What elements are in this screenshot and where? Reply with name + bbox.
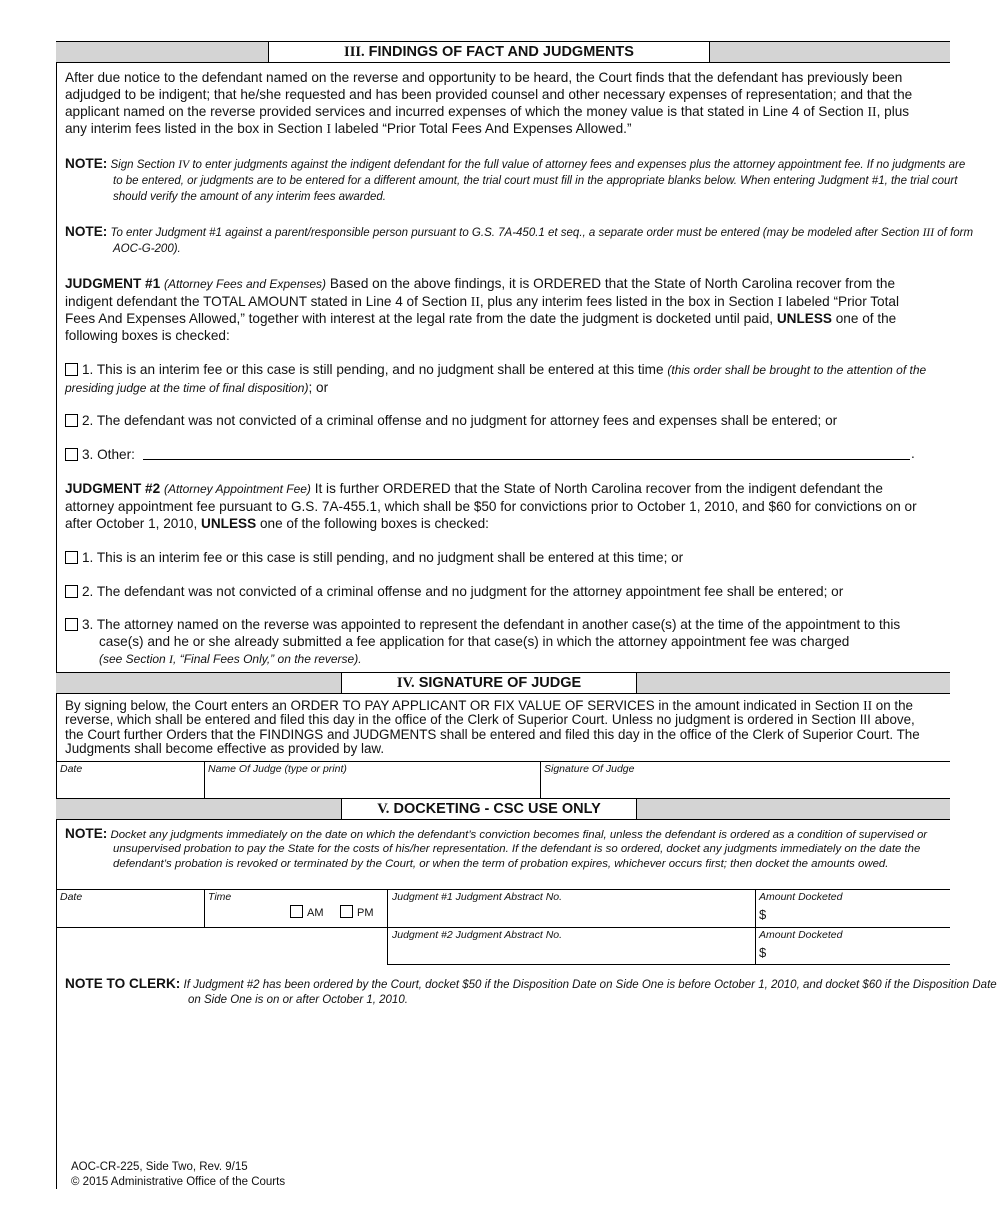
signature-paragraph: By signing below, the Court enters an ORDER TO PAY APPLICANT OR FIX VALUE OF SERVICES in the amount indicated in Section II on the reverse, which shall be entered and filed this day in the office of the Clerk of Superior Court. Unless no judgment is ordered in Section III above, the Court further Orders that the FINDINGS and JUDGMENTS shall be entered and filed this day in the office of the Clerk of Superior Court. The Judgments shall become effective as provided by law. xyxy=(65,698,920,756)
docketing-note: NOTE: Docket any judgments immediately on the date on which the defendant’s conviction becomes final, unless the defendant is ordered as a condition of supervised or unsupervised probation to pay the State for the costs of his/her representation. If the defendant is so ordered, docket any judgments immediately on the date the defendant’s probation is revoked or terminated by the Court, or when the term of probation expires, whichever occurs first; then docket the amounts owed. xyxy=(65,826,928,870)
findings-paragraph: After due notice to the defendant named on the reverse and opportunity to be heard, the Court finds that the defendant has previously been adjudged to be indigent; that he/she requested and has been provided counsel and other necessary expenses of representation; and that the applicant named on the reverse provided services and incurred expenses of which the money value is that stated in Line 4 of Section II, plus any interim fees listed in the box in Section I labeled “Prior Total Fees And Expenses Allowed.” xyxy=(65,70,913,136)
judgment-2-paragraph: JUDGMENT #2 (Attorney Appointment Fee) It is further ORDERED that the State of North Carolina recover from the indigent defendant the attorney appointment fee pursuant to G.S. 7A-455.1, which shall be $50 for convictions prior to October 1, 2010, and $60 for convictions on or after October 1, 2010, UNLESS one of the following boxes is checked: xyxy=(65,481,917,531)
j1-amount-field[interactable]: Amount Docketed xyxy=(759,891,843,903)
j2-option-2: 2. The defendant was not convicted of a criminal offense and no judgment for the attorney appointment fee shall be entered; or xyxy=(65,583,930,600)
j2-option-1-checkbox[interactable] xyxy=(65,551,78,564)
section-3-header xyxy=(56,41,950,63)
j1-option-1: 1. This is an interim fee or this case is still pending, and no judgment shall be entered at this time (this order shall be brought to the attention of the presiding judge at the time of final disposition); or xyxy=(65,362,927,395)
docket-time-field[interactable]: Time xyxy=(208,891,232,903)
judge-name-field[interactable]: Name Of Judge (type or print) xyxy=(208,763,347,775)
judge-date-field[interactable]: Date xyxy=(60,763,83,775)
j2-option-2-checkbox[interactable] xyxy=(65,585,78,598)
am-option: AM xyxy=(290,905,324,919)
section-3-title: III. FINDINGS OF FACT AND JUDGMENTS xyxy=(268,41,710,63)
j1-option-2-checkbox[interactable] xyxy=(65,414,78,427)
j2-option-3-checkbox[interactable] xyxy=(65,618,78,631)
j2-option-1: 1. This is an interim fee or this case is still pending, and no judgment shall be entered at this time; or xyxy=(65,549,930,566)
j2-dollar-sign: $ xyxy=(759,945,767,960)
other-blank-line[interactable] xyxy=(143,459,910,460)
note-1: NOTE: Sign Section IV to enter judgments against the indigent defendant for the full value of attorney fees and expenses plus the attorney appointment fee. If no judgments are to be entered, or judgments are to be entered for a different amount, the trial court must fill in the appropriate blanks below. When entering Judgment #1, the trial court should verify the amount of any interim fees awarded. xyxy=(65,156,966,203)
section-4-title: IV. SIGNATURE OF JUDGE xyxy=(341,672,637,694)
section-4-header xyxy=(56,672,950,694)
j1-dollar-sign: $ xyxy=(759,907,767,922)
note-2: NOTE: To enter Judgment #1 against a parent/responsible person pursuant to G.S. 7A-450.1 et seq., a separate order must be entered (may be modeled after Section III of form AOC-G-200). xyxy=(65,224,974,255)
section-5-title: V. DOCKETING - CSC USE ONLY xyxy=(341,798,637,820)
copyright: © 2015 Administrative Office of the Courts xyxy=(71,1176,286,1188)
docket-date-field[interactable]: Date xyxy=(60,891,83,903)
pm-option: PM xyxy=(340,905,374,919)
judge-signature-field[interactable]: Signature Of Judge xyxy=(544,763,635,775)
form-frame xyxy=(56,41,951,1189)
j1-abstract-field[interactable]: Judgment #1 Judgment Abstract No. xyxy=(392,891,563,903)
judgment-1-paragraph: JUDGMENT #1 (Attorney Fees and Expenses) Based on the above findings, it is ORDERED that the State of North Carolina recover from the indigent defendant the TOTAL AMOUNT stated in Line 4 of Section II, plus any interim fees listed in the box in Section I labeled “Prior Total Fees And Expenses Allowed,” together with interest at the legal rate from the date the judgment is docketed until paid, UNLESS one of the following boxes is checked: xyxy=(65,276,899,343)
section-5-header xyxy=(56,798,950,820)
j2-option-3: 3. The attorney named on the reverse was appointed to represent the defendant in another case(s) at the time of the appointment to this case(s) and he or she already submitted a fee application for that case(s) in which the attorney appointment fee was charged (see Section I, “Final Fees Only,” on the reverse). xyxy=(65,616,930,668)
j1-option-3-checkbox[interactable] xyxy=(65,448,78,461)
j1-option-3: 3. Other: xyxy=(65,446,930,463)
j1-option-2: 2. The defendant was not convicted of a criminal offense and no judgment for attorney fees and expenses shall be entered; or xyxy=(65,412,930,429)
am-checkbox[interactable] xyxy=(290,905,303,918)
pm-checkbox[interactable] xyxy=(340,905,353,918)
j2-amount-field[interactable]: Amount Docketed xyxy=(759,929,843,941)
note-to-clerk: NOTE TO CLERK: If Judgment #2 has been ordered by the Court, docket $50 if the Disposition Date on Side One is before October 1, 2010, and docket $60 if the Disposition Date on Side One is on or after October 1, 2010. xyxy=(65,976,997,1006)
j2-abstract-field[interactable]: Judgment #2 Judgment Abstract No. xyxy=(392,929,563,941)
form-id: AOC-CR-225, Side Two, Rev. 9/15 xyxy=(71,1161,248,1173)
j1-option-1-checkbox[interactable] xyxy=(65,363,78,376)
